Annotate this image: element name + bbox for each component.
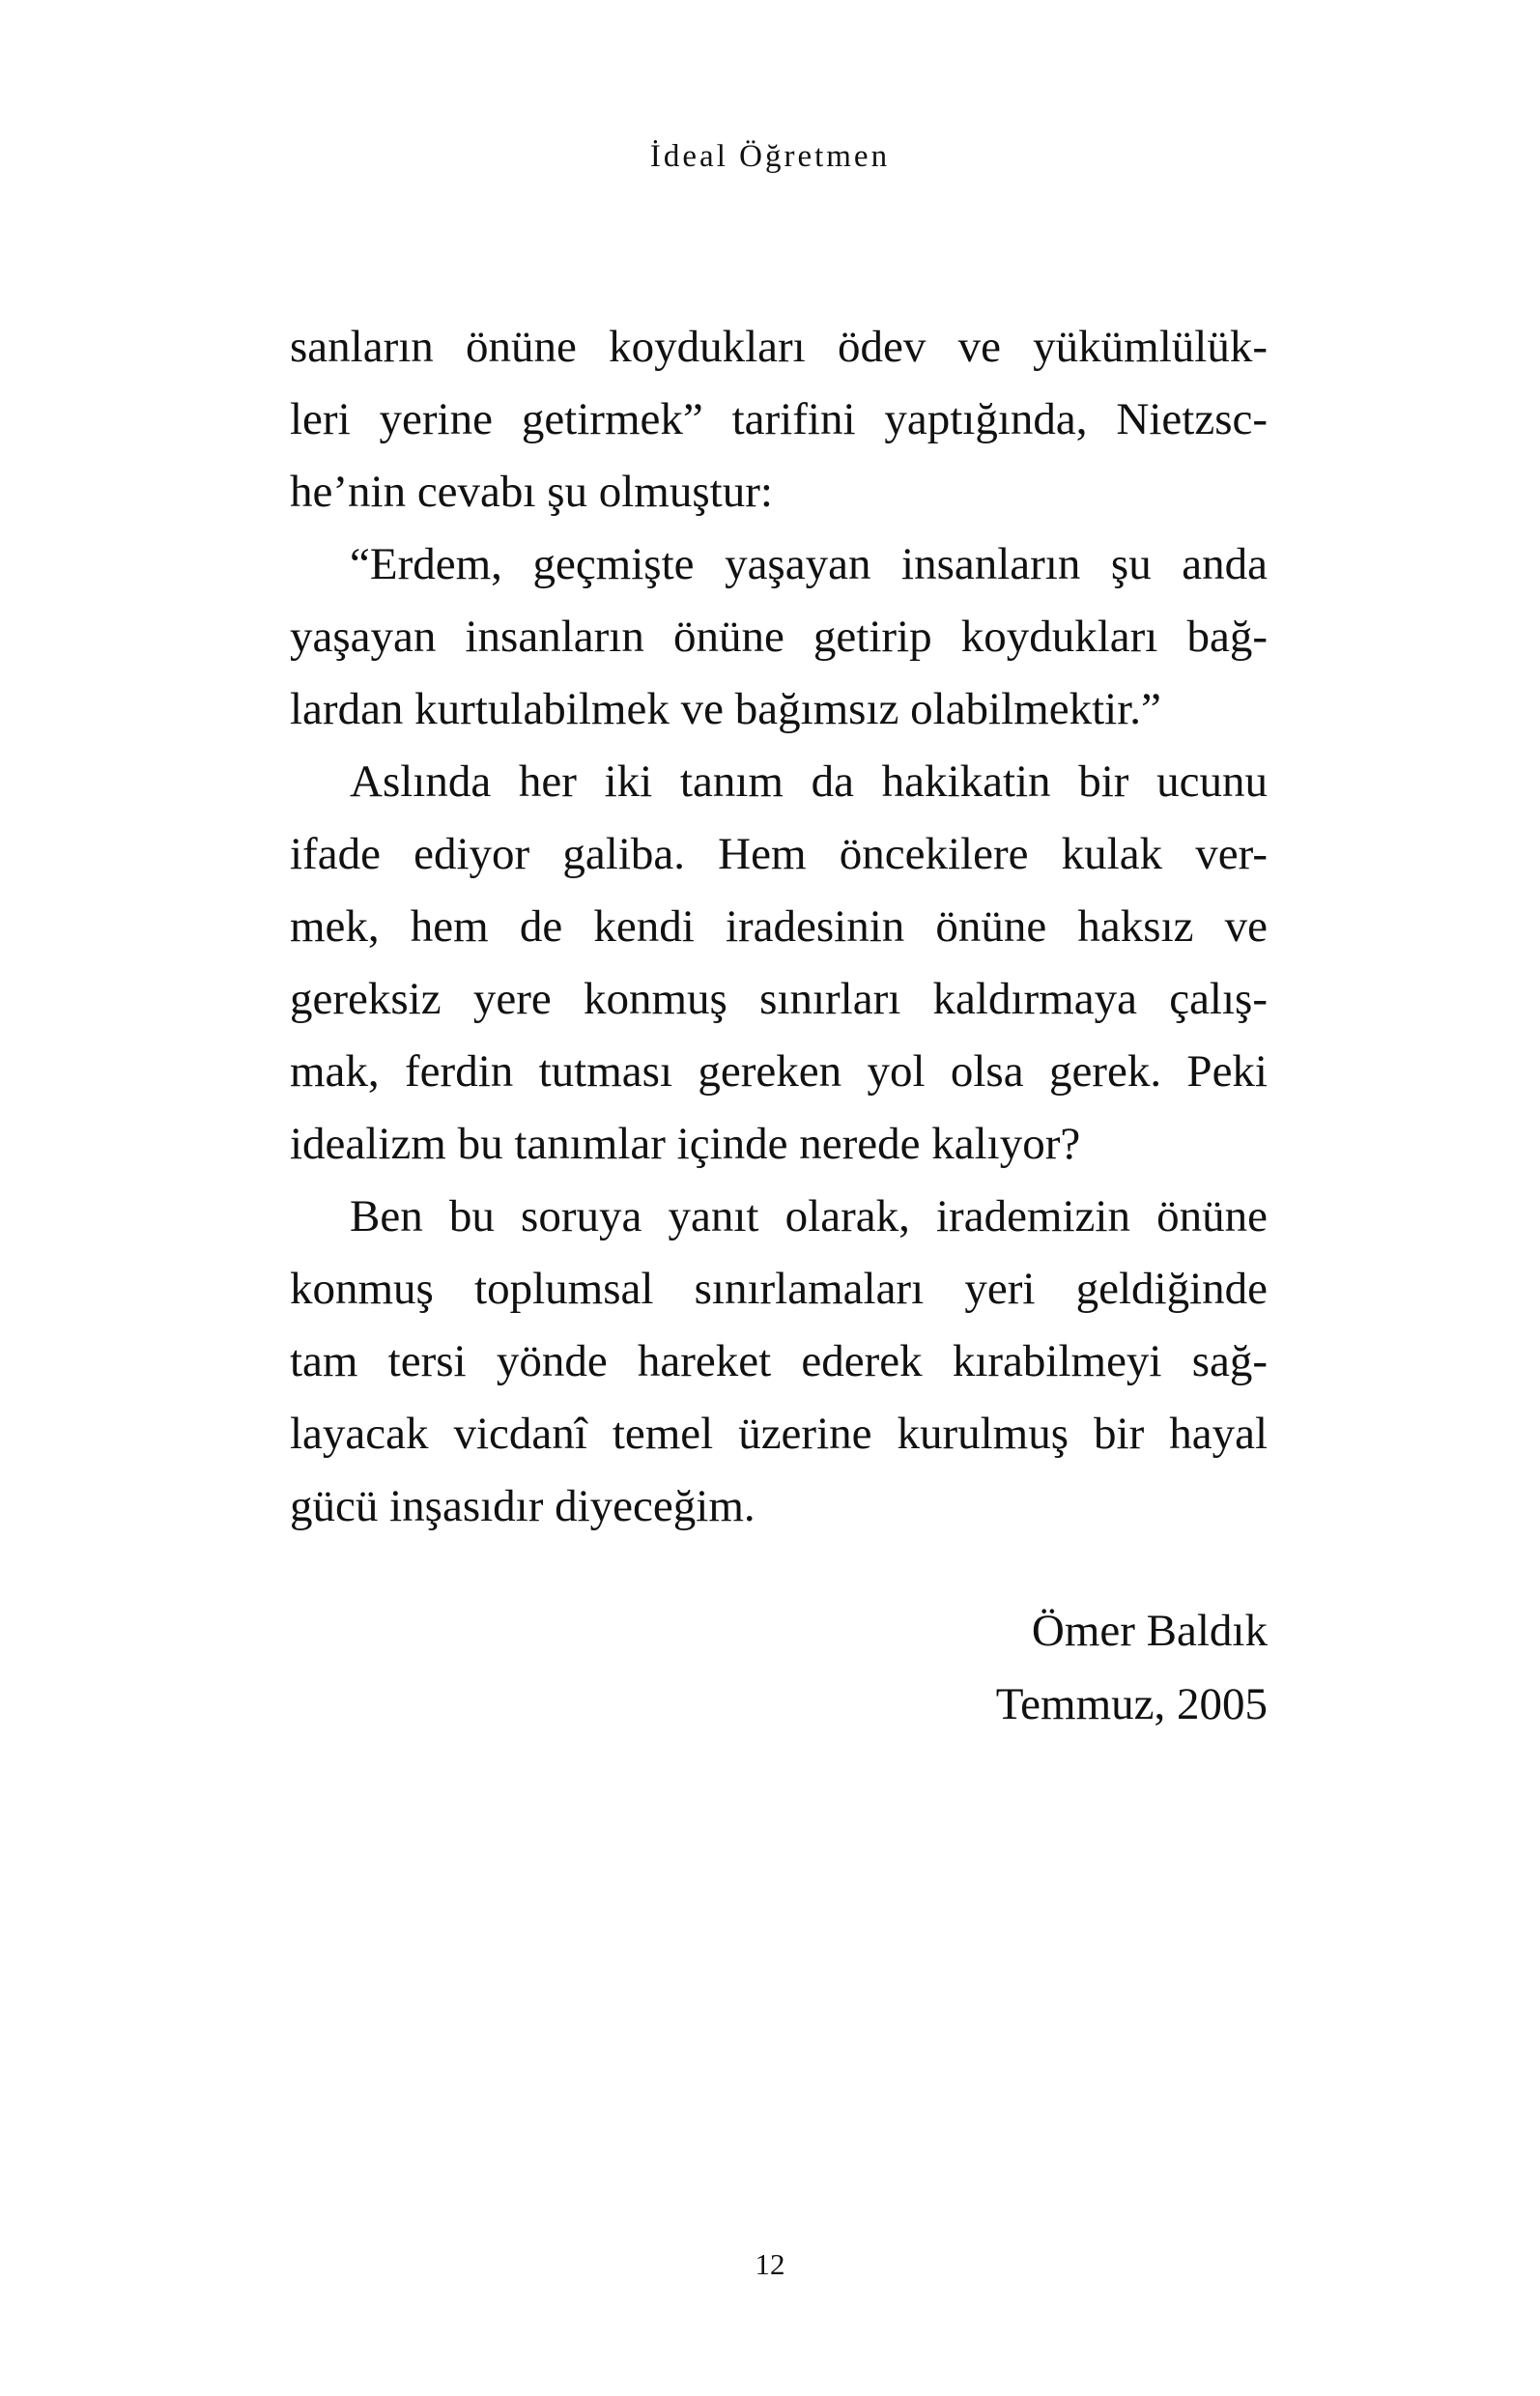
text-line: konmuş toplumsal sınırlamaları yeri geldiğinde (290, 1264, 1268, 1314)
signature-date: Temmuz, 2005 (995, 1679, 1268, 1729)
page-number: 12 (755, 2247, 785, 2281)
text-line: sanların önüne koydukları ödev ve yükümlülük- (290, 322, 1268, 372)
text-line: Ben bu soruya yanıt olarak, irademizin önüne (350, 1191, 1268, 1241)
text-line: Aslında her iki tanım da hakikatin bir ucunu (350, 756, 1268, 807)
text-line: gereksiz yere konmuş sınırları kaldırmaya çalış- (290, 974, 1268, 1024)
text-line: leri yerine getirmek” tarifini yaptığında, Nietzsc- (290, 394, 1268, 444)
text-line: layacak vicdanî temel üzerine kurulmuş bir hayal (290, 1409, 1268, 1459)
text-line: he’nin cevabı şu olmuştur: (290, 467, 773, 517)
text-line: lardan kurtulabilmek ve bağımsız olabilmektir.” (290, 684, 1161, 734)
signature-block (290, 1594, 1268, 1741)
text-line: ifade ediyor galiba. Hem öncekilere kulak ver- (290, 829, 1268, 879)
text-line: yaşayan insanların önüne getirip koydukları bağ- (290, 612, 1268, 662)
text-line: mek, hem de kendi iradesinin önüne haksız ve (290, 901, 1268, 952)
text-line: “Erdem, geçmişte yaşayan insanların şu anda (350, 539, 1268, 589)
body-text (290, 311, 1268, 1543)
text-line: tam tersi yönde hareket ederek kırabilmeyi sağ- (290, 1336, 1268, 1386)
text-line: mak, ferdin tutması gereken yol olsa gerek. Peki (290, 1046, 1268, 1097)
signature-author: Ömer Baldık (1031, 1606, 1268, 1656)
running-head: İdeal Öğretmen (649, 139, 891, 174)
text-line: idealizm bu tanımlar içinde nerede kalıyor? (290, 1119, 1081, 1169)
text-line: gücü inşasıdır diyeceğim. (290, 1481, 756, 1531)
